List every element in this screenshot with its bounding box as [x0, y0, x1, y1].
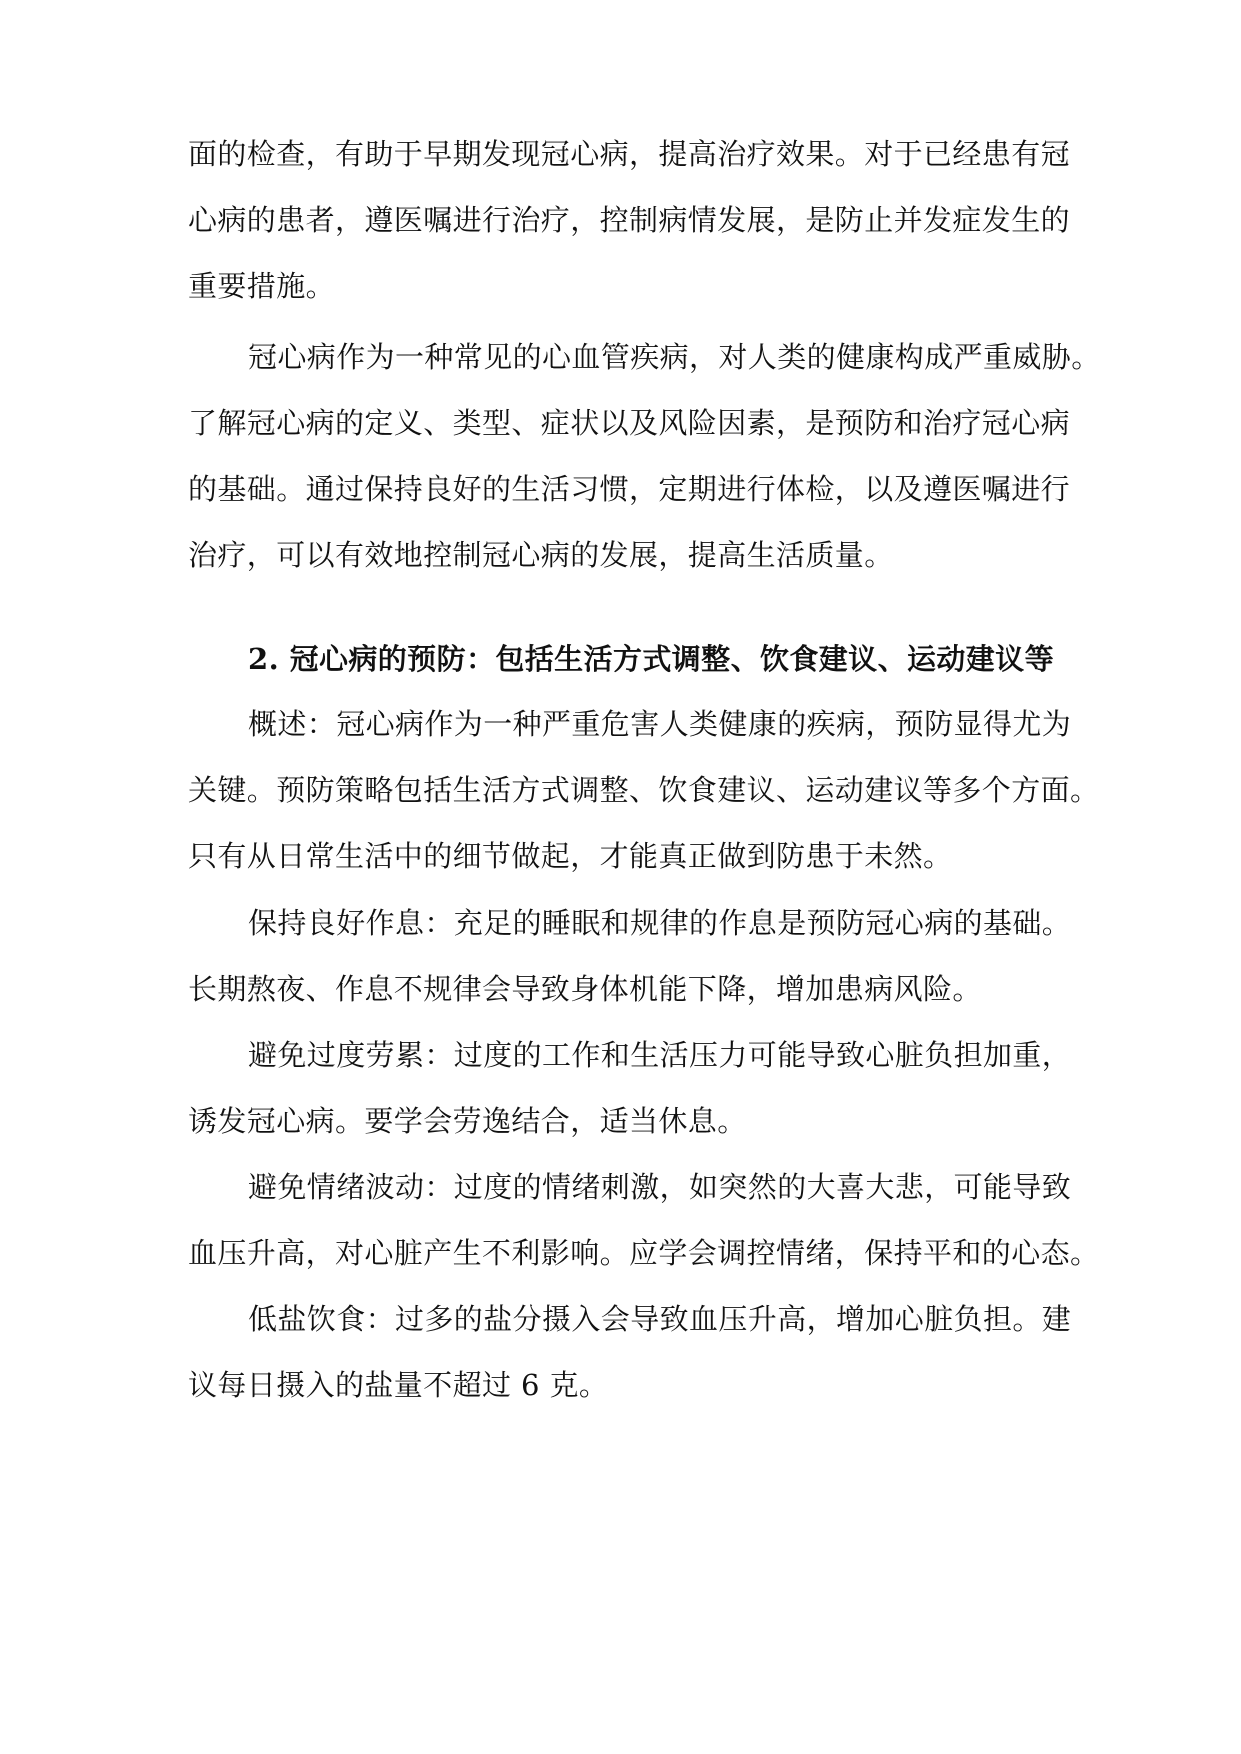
paragraph-1-line-2: 心病的患者，遵医嘱进行治疗，控制病情发展，是防止并发症发生的: [188, 203, 1071, 237]
paragraph-4-line-2: 长期熬夜、作息不规律会导致身体机能下降，增加患病风险。: [188, 972, 982, 1006]
paragraph-5-line-2: 诱发冠心病。要学会劳逸结合，适当休息。: [188, 1104, 747, 1138]
paragraph-7-line-2: 议每日摄入的盐量不超过 6 克。: [188, 1368, 609, 1402]
paragraph-3-line-1: 概述：冠心病作为一种严重危害人类健康的疾病，预防显得尤为: [248, 707, 1072, 741]
paragraph-6-line-2: 血压升高，对心脏产生不利影响。应学会调控情绪，保持平和的心态。: [188, 1236, 1100, 1270]
paragraph-6-line-1: 避免情绪波动：过度的情绪刺激，如突然的大喜大悲，可能导致: [248, 1170, 1072, 1204]
section-heading: 2. 冠心病的预防：包括生活方式调整、饮食建议、运动建议等: [248, 642, 1054, 676]
paragraph-7-line-1: 低盐饮食：过多的盐分摄入会导致血压升高，增加心脏负担。建: [248, 1302, 1072, 1336]
paragraph-4-line-1: 保持良好作息：充足的睡眠和规律的作息是预防冠心病的基础。: [248, 906, 1072, 940]
paragraph-1-line-3: 重要措施。: [188, 269, 336, 303]
paragraph-2-line-1: 冠心病作为一种常见的心血管疾病，对人类的健康构成严重威胁。: [248, 340, 1101, 374]
paragraph-3-line-3: 只有从日常生活中的细节做起，才能真正做到防患于未然。: [188, 839, 953, 873]
paragraph-2-line-3: 的基础。通过保持良好的生活习惯，定期进行体检，以及遵医嘱进行: [188, 472, 1071, 506]
paragraph-5-line-1: 避免过度劳累：过度的工作和生活压力可能导致心脏负担加重，: [248, 1038, 1072, 1072]
paragraph-2-line-4: 治疗，可以有效地控制冠心病的发展，提高生活质量。: [188, 538, 894, 572]
paragraph-3-line-2: 关键。预防策略包括生活方式调整、饮食建议、运动建议等多个方面。: [188, 773, 1100, 807]
paragraph-1-line-1: 面的检查，有助于早期发现冠心病，提高治疗效果。对于已经患有冠: [188, 137, 1071, 171]
paragraph-2-line-2: 了解冠心病的定义、类型、症状以及风险因素，是预防和治疗冠心病: [188, 406, 1071, 440]
